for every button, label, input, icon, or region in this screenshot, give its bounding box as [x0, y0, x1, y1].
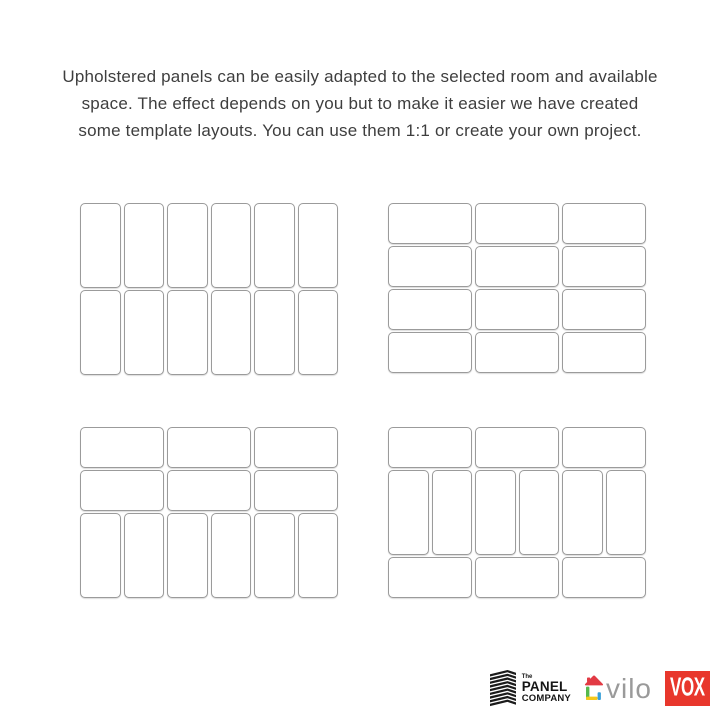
panel — [167, 470, 251, 511]
panel — [167, 427, 251, 468]
panel — [388, 289, 472, 330]
panel — [562, 289, 646, 330]
panel-row — [80, 203, 338, 288]
panel-row — [388, 289, 646, 330]
layout-vertical-between-horizontal — [388, 427, 646, 598]
panel-row — [388, 246, 646, 287]
panel — [562, 246, 646, 287]
panel — [388, 427, 472, 468]
intro-text — [0, 63, 720, 144]
panel-company-stack-icon — [488, 670, 518, 707]
panel — [211, 203, 252, 288]
panel — [211, 513, 252, 598]
panel — [388, 470, 429, 555]
panel-row — [388, 203, 646, 244]
panel-company-word-company: COMPANY — [521, 692, 571, 704]
intro-line-2: space. The effect depends on you but to make it easier we have created — [81, 94, 639, 113]
panel — [124, 203, 165, 288]
panel — [254, 203, 295, 288]
panel — [80, 427, 164, 468]
panel-row — [80, 513, 338, 598]
panel — [388, 203, 472, 244]
panel-row — [388, 427, 646, 468]
panel — [80, 290, 121, 375]
panel-company-prefix: The — [521, 673, 533, 680]
panel — [388, 246, 472, 287]
panel — [254, 427, 338, 468]
panel — [475, 289, 559, 330]
panel — [562, 470, 603, 555]
panel-row — [388, 332, 646, 373]
intro-line-1: Upholstered panels can be easily adapted to the selected room and available — [62, 67, 658, 86]
panel — [80, 203, 121, 288]
panel — [80, 470, 164, 511]
panel — [475, 332, 559, 373]
panel — [298, 290, 339, 375]
panel — [254, 470, 338, 511]
layout-horizontal-over-vertical — [80, 427, 338, 598]
panel — [475, 246, 559, 287]
panel — [562, 557, 646, 598]
panel — [475, 557, 559, 598]
panel-row — [388, 557, 646, 598]
panel — [562, 203, 646, 244]
layout-four-horizontal-rows — [388, 203, 646, 373]
vilo-house-icon — [584, 675, 604, 702]
panel — [388, 332, 472, 373]
intro-line-3: some template layouts. You can use them 1:1 or create your own project. — [78, 121, 642, 140]
panel — [124, 290, 165, 375]
panel — [562, 427, 646, 468]
panel — [475, 203, 559, 244]
brand-logos — [488, 670, 710, 707]
panel — [388, 557, 472, 598]
vox-wordmark: VOX — [670, 673, 705, 703]
vilo-wordmark: vilo — [605, 673, 652, 704]
vilo-logo — [584, 675, 652, 702]
panel — [475, 427, 559, 468]
panel-company-logo — [488, 670, 571, 707]
vox-logo — [665, 671, 710, 706]
panel — [298, 513, 339, 598]
panel — [254, 290, 295, 375]
panel — [254, 513, 295, 598]
panel — [475, 470, 516, 555]
panel — [562, 332, 646, 373]
panel-row — [80, 290, 338, 375]
panel — [606, 470, 647, 555]
panel — [80, 513, 121, 598]
panel — [211, 290, 252, 375]
panel-company-word-panel: PANEL — [521, 678, 568, 694]
panel — [298, 203, 339, 288]
panel — [167, 290, 208, 375]
panel-row — [80, 427, 338, 468]
panel — [124, 513, 165, 598]
panel-row — [388, 470, 646, 555]
panel-row — [80, 470, 338, 511]
panel — [519, 470, 560, 555]
panel — [167, 513, 208, 598]
layout-six-vertical-columns — [80, 203, 338, 375]
panel — [167, 203, 208, 288]
panel — [432, 470, 473, 555]
